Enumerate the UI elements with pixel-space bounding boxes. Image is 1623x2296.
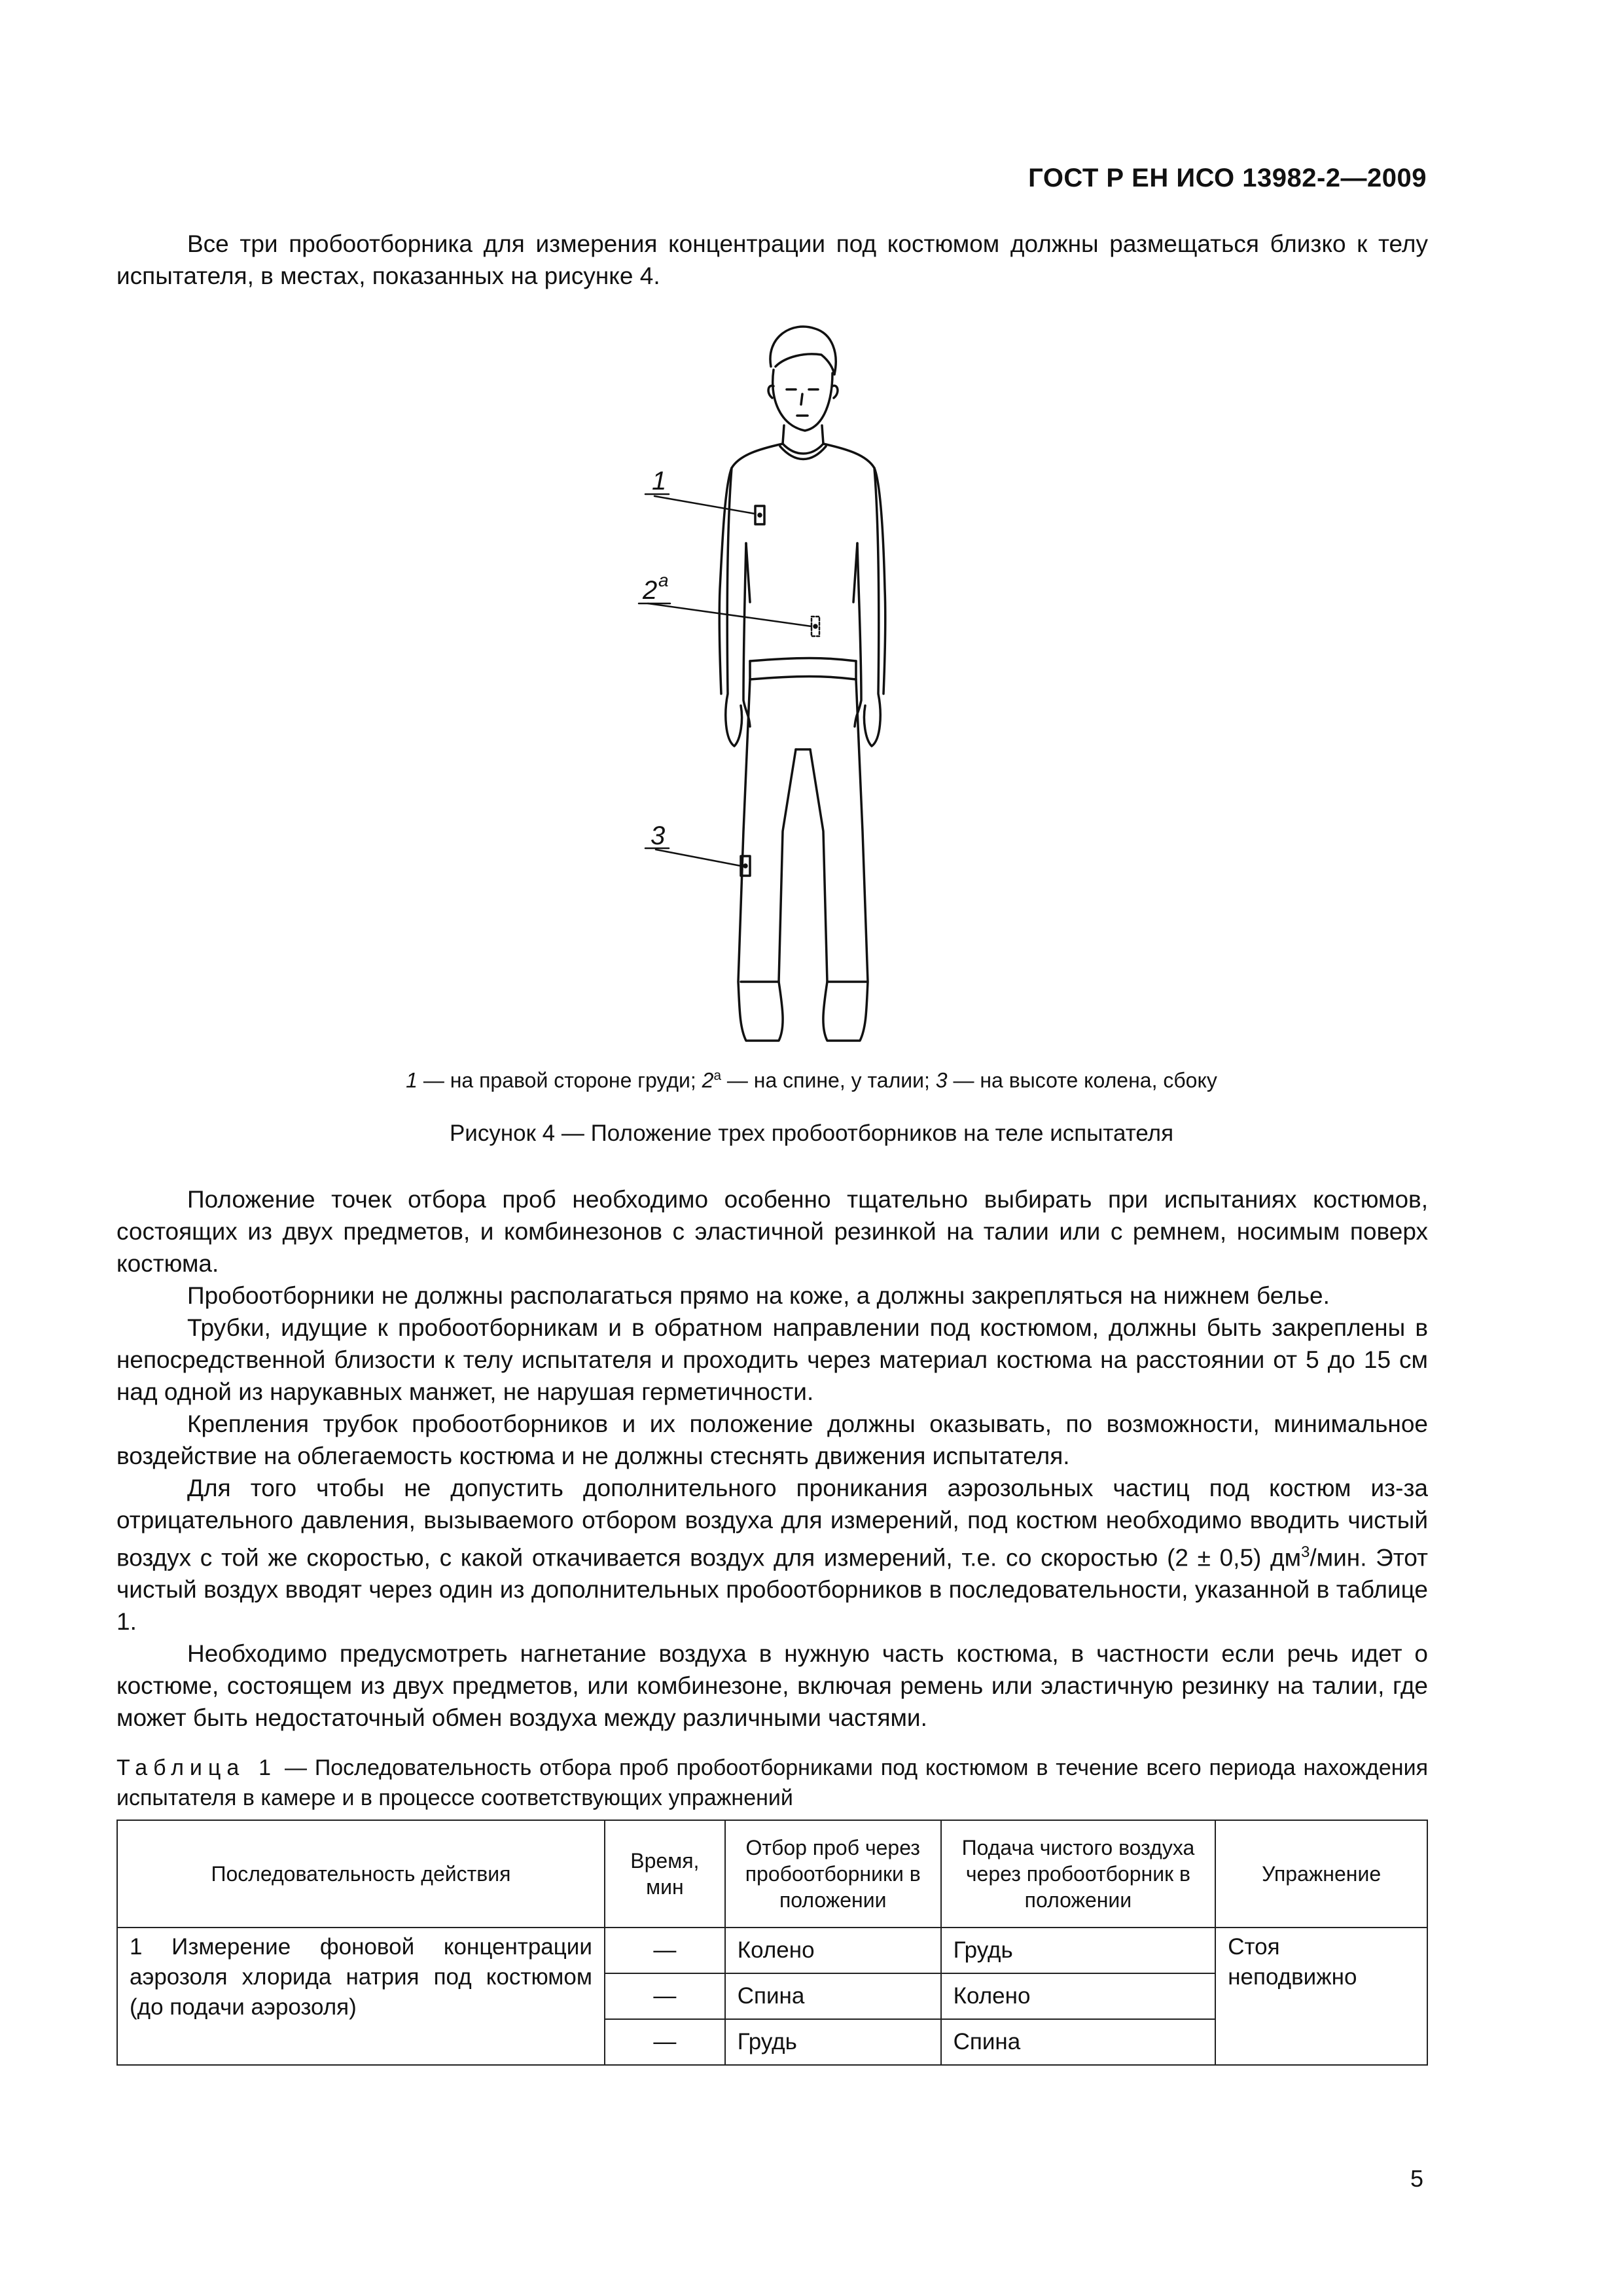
legend-num-3: 3 [935, 1068, 948, 1092]
sampler-1-marker [654, 496, 764, 524]
cell-sampling: Грудь [725, 2019, 941, 2065]
figure-person-samplers [589, 321, 955, 1060]
body-text [116, 1183, 1428, 1734]
cell-sampling: Спина [725, 1973, 941, 2019]
cell-air-supply: Грудь [941, 1928, 1216, 1973]
intro-paragraph [116, 228, 1428, 292]
label-sampler-3: 3 [651, 821, 666, 850]
cell-exercise: Стоя неподвижно [1215, 1928, 1427, 2065]
intro-text: Все три пробоотборника для измерения концентрации под костюмом должны размещаться близко к телу испытателя, в местах, показанных на рисунке 4. [116, 230, 1428, 289]
paragraph-5-sup: 3 [1301, 1543, 1310, 1561]
table-header-row [117, 1820, 1427, 1928]
person-legs [738, 679, 868, 1041]
header-action: Последовательность действия [117, 1820, 605, 1928]
cell-sampling: Колено [725, 1928, 941, 1973]
figure-legend [0, 1068, 1623, 1093]
paragraph-4: Крепления трубок пробоотборников и их положение должны оказывать, по возможности, минимальное воздействие на облегаемость костюма и не должны стеснять движения испытателя. [116, 1410, 1428, 1469]
label-sampler-1: 1 [652, 467, 667, 495]
header-time: Время, мин [605, 1820, 725, 1928]
cell-action: 1 Измерение фоновой концентрации аэрозоля хлорида натрия под костюмом (до подачи аэрозоля) [117, 1928, 605, 2065]
sampler-3-marker [656, 850, 750, 876]
legend-num-1: 1 [406, 1068, 418, 1092]
table-caption-text: — Последовательность отбора проб пробоотборниками под костюмом в течение всего периода нахождения испытателя в камере и в процессе соответствующих упражнений [116, 1755, 1428, 1810]
paragraph-3: Трубки, идущие к пробоотборникам и в обратном направлении под костюмом, должны быть закреплены в непосредственной близости к телу испытателя и проходить через материал костюма на расстоянии от 5 до 15 см над одной из нарукавных манжет, не нарушая герметичности. [116, 1314, 1428, 1405]
header-exercise: Упражнение [1215, 1820, 1427, 1928]
table-caption [116, 1753, 1428, 1813]
person-waistband [750, 658, 856, 680]
paragraph-6: Необходимо предусмотреть нагнетание воздуха в нужную часть костюма, в частности если речь идет о костюме, состоящем из двух предметов, или комбинезоне, включая ремень или эластичную резинку на талии, где может быть недостаточный обмен воздуха между различными частями. [116, 1640, 1428, 1732]
paragraph-2: Пробоотборники не должны располагаться прямо на коже, а должны закрепляться на нижнем белье. [187, 1282, 1330, 1309]
cell-air-supply: Колено [941, 1973, 1216, 2019]
legend-text-3: — на высоте колена, сбоку [947, 1068, 1217, 1092]
table-caption-label: Таблица 1 [116, 1755, 277, 1780]
legend-text-1: — на правой стороне груди; [417, 1068, 702, 1092]
person-head [768, 327, 838, 444]
legend-num-2: 2 [702, 1068, 714, 1092]
cell-air-supply: Спина [941, 2019, 1216, 2065]
sampler-2-marker [648, 603, 819, 636]
paragraph-5 [116, 1472, 1428, 1638]
label-sampler-2: 2 [643, 576, 658, 605]
header-sampling: Отбор проб через пробоотборники в положении [725, 1820, 941, 1928]
cell-time: — [605, 1928, 725, 1973]
cell-time: — [605, 2019, 725, 2065]
paragraph-5-part-a: Для того чтобы не допустить дополнительного проникания аэрозольных частиц под костюм из-за отрицательного давления, вызываемого отбором воздуха для измерений, под костюм необходимо вводить чистый воздух с той же скоростью, с какой откачивается воздух для измерений, т.е. со скоростью (2 ± 0,5) дм [116, 1475, 1428, 1571]
paragraph-5-part-b: /мин. Этот чистый воздух вводят через один из дополнительных пробоотборников в последовательности, указанной в таблице 1. [116, 1544, 1428, 1636]
table-1 [116, 1820, 1428, 2066]
legend-num-2-sup: a [713, 1068, 722, 1083]
header-air-supply: Подача чистого воздуха через пробоотборник в положении [941, 1820, 1216, 1928]
cell-time: — [605, 1973, 725, 2019]
legend-text-2: — на спине, у талии; [721, 1068, 936, 1092]
label-sampler-2-sup: a [658, 570, 669, 590]
page-number: 5 [1410, 2165, 1423, 2192]
figure-title: Рисунок 4 — Положение трех пробоотборников на теле испытателя [449, 1121, 1174, 1146]
standard-header: ГОСТ Р ЕН ИСО 13982-2—2009 [1028, 164, 1427, 192]
table-row [117, 1928, 1427, 1973]
paragraph-1: Положение точек отбора проб необходимо особенно тщательно выбирать при испытаниях костюмов, состоящих из двух предметов, и комбинезонов с эластичной резинкой на талии или с ремнем, носимым поверх костюма. [116, 1186, 1428, 1277]
